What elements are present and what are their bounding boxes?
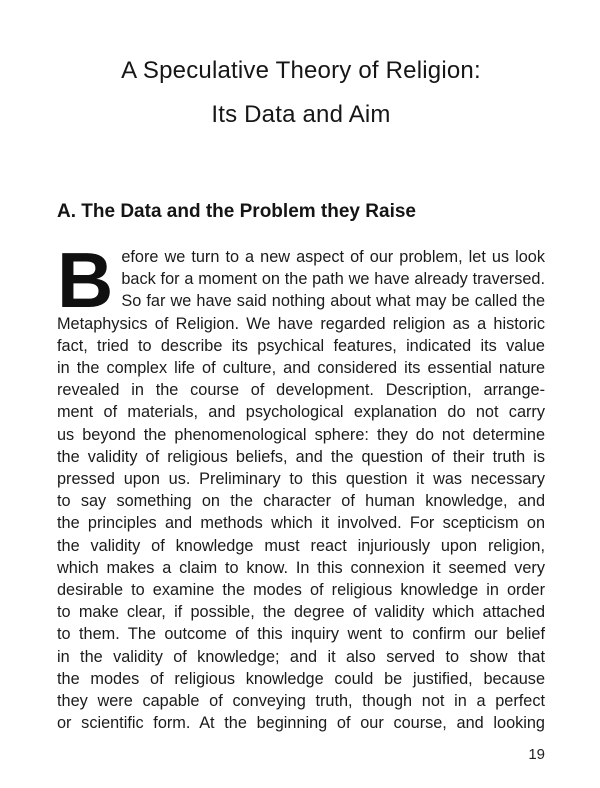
text-line: to them. The outcome of this inquiry went to confirm our belief xyxy=(57,625,545,644)
text-line: the principles and methods which it involved. For scepticism on xyxy=(57,514,545,533)
text-line: fact, tried to describe its psychical features, indicated its value xyxy=(57,336,545,355)
text-line: Metaphysics of Religion. We have regarded religion as a historic xyxy=(57,314,545,333)
text-line: in the validity of knowledge; and it also served to show that xyxy=(57,647,545,666)
page-title: A Speculative Theory of Religion: xyxy=(121,57,481,84)
drop-cap: B xyxy=(57,236,114,324)
text-line: So far we have said nothing about what may be called the xyxy=(121,292,545,311)
section-heading: A. The Data and the Problem they Raise xyxy=(57,201,416,222)
text-line: efore we turn to a new aspect of our problem, let us look xyxy=(121,248,545,266)
page-subtitle: Its Data and Aim xyxy=(211,101,391,128)
text-line: they were capable of conveying truth, though not in a perfect xyxy=(57,692,545,711)
body-paragraph xyxy=(57,236,545,734)
text-line: which makes a claim to know. In this connexion it seemed very xyxy=(57,558,545,577)
text-line: to make clear, if possible, the degree of validity which attached xyxy=(57,603,545,622)
text-line: us beyond the phenomenological sphere: they do not determine xyxy=(57,425,545,444)
text-line: the validity of religious beliefs, and the question of their truth is xyxy=(57,447,545,466)
text-line: revealed in the course of development. Description, arrange- xyxy=(57,381,545,400)
text-line: pressed upon us. Preliminary to this question it was necessary xyxy=(57,470,545,489)
text-line: desirable to examine the modes of religious knowledge in order xyxy=(57,581,545,600)
text-line: back for a moment on the path we have already traversed. xyxy=(121,270,545,289)
text-line: the validity of knowledge must react injuriously upon religion, xyxy=(57,536,545,555)
text-line: to say something on the character of human knowledge, and xyxy=(57,492,545,511)
paragraph-lines xyxy=(57,236,545,734)
text-line: the modes of religious knowledge could be justified, because xyxy=(57,669,545,688)
page-number: 19 xyxy=(528,746,545,764)
text-line: in the complex life of culture, and considered its essential nature xyxy=(57,359,545,378)
text-line: ment of materials, and psychological explanation do not carry xyxy=(57,403,545,422)
text-line: or scientific form. At the beginning of our course, and looking xyxy=(57,714,545,733)
